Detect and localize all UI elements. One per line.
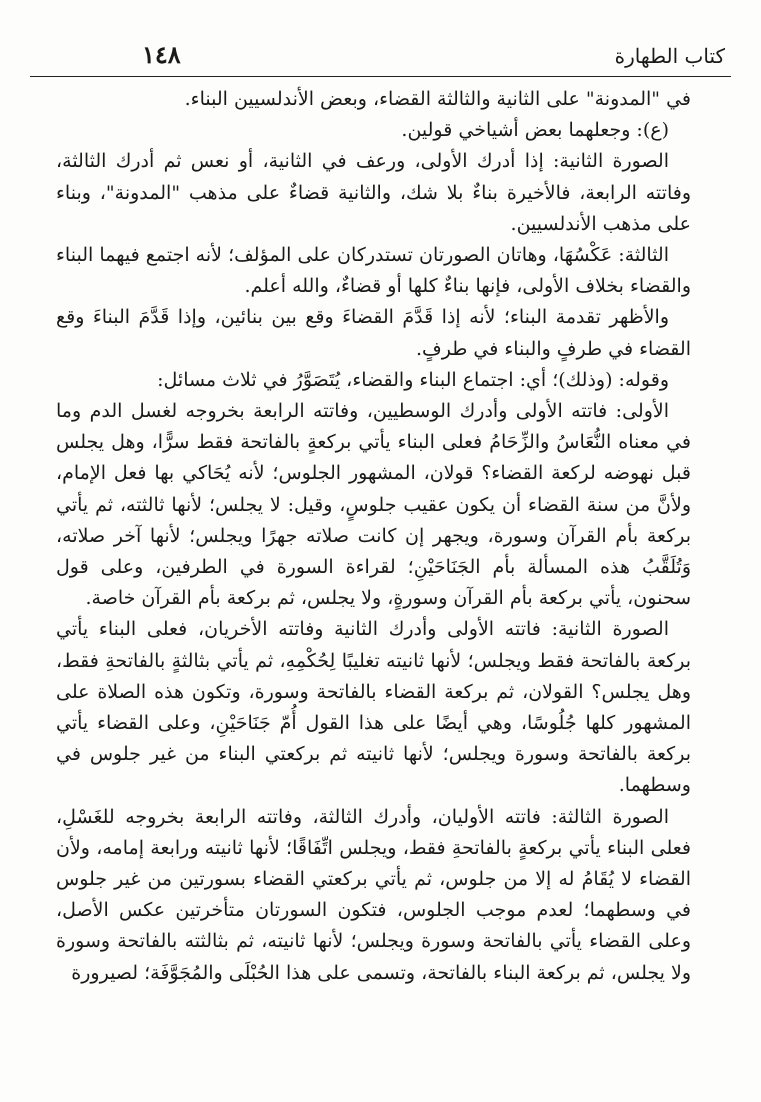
page-header <box>30 38 731 72</box>
paragraph: الصورة الثانية: فاتته الأولى وأدرك الثانية وفاتته الأخريان، فعلى البناء يأتي بركعة بالفاتحة فقط ويجلس؛ لأنها ثانيته تغليبًا لِحُكْمِهِ، ثم يأتي بثالثةٍ بالفاتحةِ فقط، وهل يجلس؟ القولان، ثم بركعة القضاء بالفاتحة وسورة، وتكون هذه الصلاة على المشهور كلها جُلُوسًا، وهي أيضًا على هذا القول أُمّ جَنَاحَيْنِ، وعلى القضاء يأتي بركعة بالفاتحة وسورة ويجلس؛ لأنها ثانيته ثم بركعتي البناء من غير جلوس في وسطهما. <box>56 618 691 797</box>
book-title: كتاب الطهارة <box>614 44 725 68</box>
paragraph: والأظهر تقدمة البناء؛ لأنه إذا قَدَّمَ القضاءَ وقع بين بنائين، وإذا قَدَّمَ البناءَ وقع القضاء في طرفٍ والبناء في طرفٍ. <box>56 306 691 360</box>
page-number: ١٤٨ <box>142 40 181 69</box>
paragraph: الثالثة: عَكْسُهَا، وهاتان الصورتان تستدركان على المؤلف؛ لأنه اجتمع فيهما البناء والقضاء بخلاف الأولى، فإنها بناءٌ كلها أو قضاءٌ، والله أعلم. <box>56 244 691 298</box>
paragraph: الأولى: فاتته الأولى وأدرك الوسطيين، وفاتته الرابعة بخروجه لغسل الدم وما في معناه النُّعَاسُ والزِّحَامُ فعلى البناء يأتي بركعةٍ بالفاتحة فقط سرًّا، وهل يجلس قبل نهوضه لركعة القضاء؟ قولان، المشهور الجلوس؛ لأنه يُحَاكي بها فعل الإمام، ولأنَّ من سنة القضاء أن يكون عقيب جلوسٍ، وقيل: لا يجلس؛ لأنها ثالثته، ثم يأتي بركعة بأم القرآن وسورة، ويجهر إن كانت صلاته جهرًا ويجلس؛ لأنها آخر صلاته، وَتُلَقَّبُ هذه المسألة بأم الجَنَاحَيْنِ؛ لقراءة السورة في الطرفين، وعلى قول سحنون، يأتي بركعة بأم القرآن وسورةٍ، ولا يجلس، ثم بركعة بأم القرآن خاصة. <box>56 400 691 610</box>
paragraph: وقوله: (وذلك)؛ أي: اجتماع البناء والقضاء، يُتَصَوَّرُ في ثلاث مسائل: <box>157 368 669 391</box>
header-divider <box>30 76 731 77</box>
page-body <box>56 84 691 989</box>
paragraph: (ع): وجعلهما بعض أشياخي قولين. <box>401 119 669 142</box>
paragraph: الصورة الثانية: إذا أدرك الأولى، ورعف في الثانية، أو نعس ثم أدرك الثالثة، وفاتته الرابعة، فالأخيرة بناءٌ بلا شك، والثانية قضاءٌ على مذهب "المدونة"، وبناء على مذهب الأندلسيين. <box>56 150 691 235</box>
paragraph: الصورة الثالثة: فاتته الأوليان، وأدرك الثالثة، وفاتته الرابعة بخروجه للغَسْلِ، فعلى البناء يأتي بركعةٍ بالفاتحةِ فقط، ويجلس اتِّفَاقًا؛ لأنها ثانيته ورابعة إمامه، ولأن القضاء لا يُقَامُ له إلا من جلوس، ثم يأتي بركعتي القضاء بسورتين من غير جلوس في وسطهما؛ لعدم موجب الجلوس، فتكون السورتان متأخرتين عكس الأصل، وعلى القضاء يأتي بالفاتحة وسورة ويجلس؛ لأنها ثانيته، ثم بثالثته بالفاتحة وسورة ولا يجلس، ثم بركعة البناء بالفاتحة، وتسمى على هذا الحُبْلَى والمُجَوَّفَة؛ لصيرورة <box>56 805 691 984</box>
paragraph: في "المدونة" على الثانية والثالثة القضاء، وبعض الأندلسيين البناء. <box>184 88 691 110</box>
